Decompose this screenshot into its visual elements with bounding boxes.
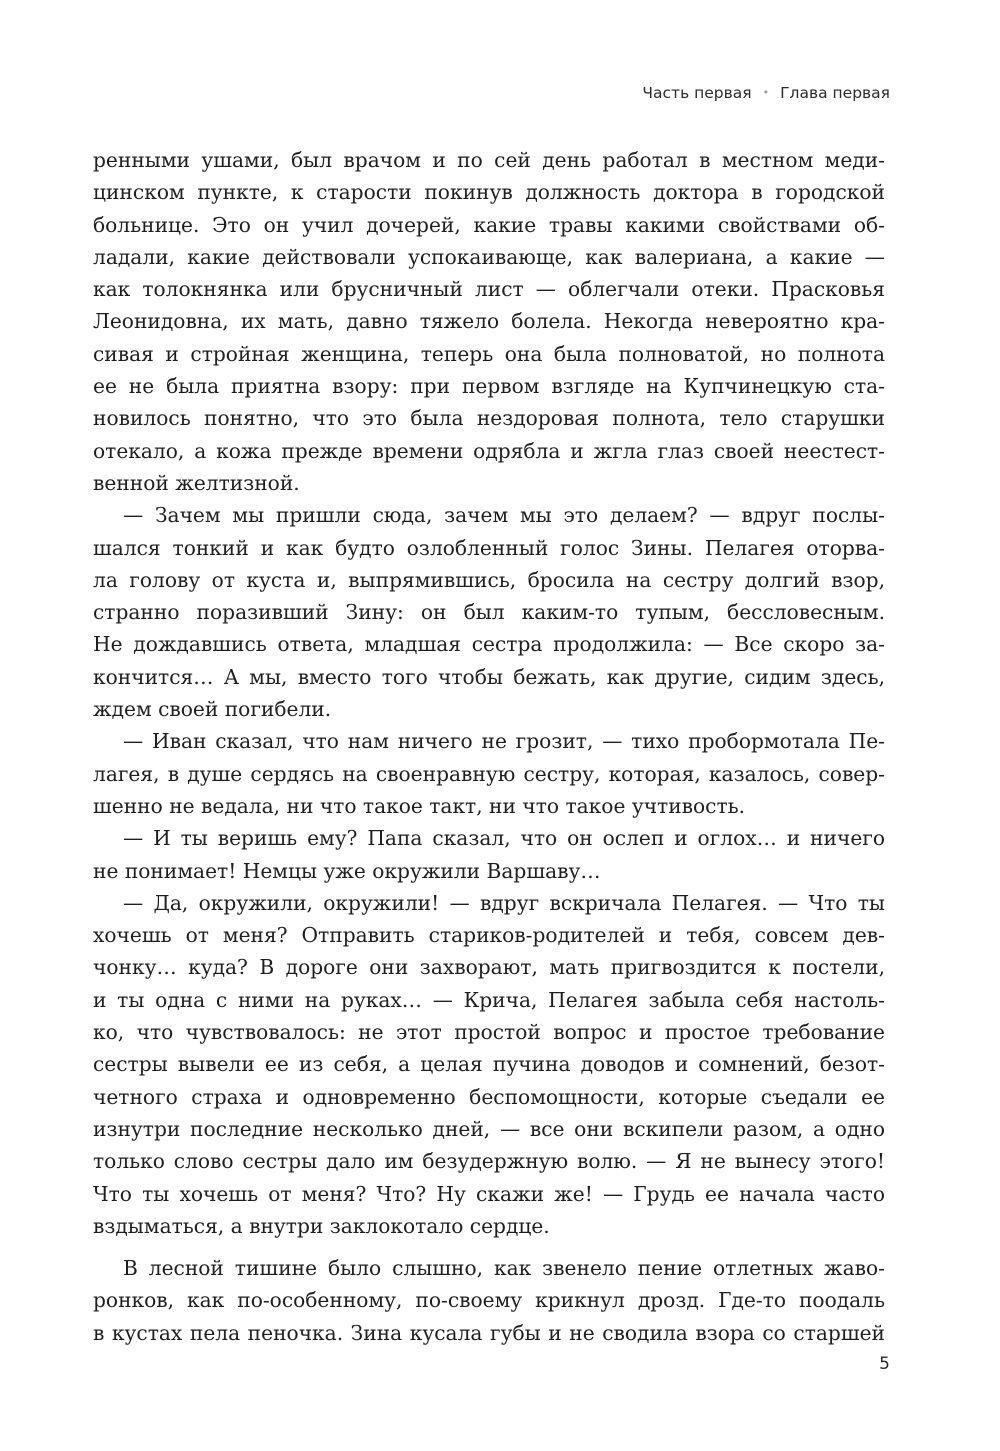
text-line: ко, что чувствовалось: не этот простой вопрос и простое требование: [93, 1020, 885, 1045]
running-head: [642, 84, 890, 102]
paragraph: [93, 887, 885, 1242]
text-line: Леонидовна, их мать, давно тяжело болела. Некогда невероятно кра-: [93, 309, 885, 334]
text-line: и ты одна с ними на руках… — Крича, Пелагея забыла себя настоль-: [93, 987, 885, 1012]
running-head-chapter: Глава первая: [780, 84, 890, 102]
paragraph: [93, 1252, 885, 1349]
text-line: Не дождавшись ответа, младшая сестра продолжила: — Все скоро за-: [93, 632, 885, 657]
text-line: чонку… куда? В дороге они захворают, мать пригвоздится к постели,: [93, 955, 885, 980]
text-line: — Зачем мы пришли сюда, зачем мы это делаем? — вдруг послы-: [123, 503, 885, 528]
text-line: ее не была приятна взору: при первом взгляде на Купчинецкую ста-: [93, 374, 885, 399]
running-head-separator: •: [762, 86, 770, 99]
text-line: шенно не ведала, ни что такое такт, ни что такое учтивость.: [93, 793, 746, 818]
text-line: венной желтизной.: [93, 470, 300, 495]
paragraph: [93, 822, 885, 887]
text-line: как толокнянка или брусничный лист — облегчали отеки. Прасковья: [93, 277, 885, 302]
text-line: сестры вывели ее из себя, а целая пучина доводов и сомнений, безот-: [93, 1052, 885, 1077]
page-number: 5: [879, 1354, 890, 1374]
text-line: только слово сестры дало им безудержную волю. — Я не вынесу этого!: [93, 1149, 885, 1174]
text-line: вздыматься, а внутри заклокотало сердце.: [93, 1213, 550, 1238]
text-line: хочешь от меня? Отправить стариков-родителей и тебя, совсем дев-: [93, 923, 885, 948]
text-line: странно поразивший Зину: он был каким-то тупым, бессловесным.: [93, 600, 885, 625]
text-line: цинском пункте, к старости покинув должность доктора в городской: [93, 180, 885, 205]
text-line: ждем своей погибели.: [93, 697, 332, 722]
text-line: в кустах пела пеночка. Зина кусала губы и не сводила взора со старшей: [93, 1320, 885, 1345]
paragraph-gap: [93, 1242, 885, 1252]
paragraph: [93, 499, 885, 725]
running-head-part: Часть первая: [642, 84, 752, 102]
paragraph: [93, 144, 885, 499]
text-line: — Да, окружили, окружили! — вдруг вскричала Пелагея. — Что ты: [123, 890, 885, 915]
text-line: не понимает! Немцы уже окружили Варшаву…: [93, 858, 601, 883]
text-line: новилось понятно, что это была нездоровая полнота, тело старушки: [93, 406, 885, 431]
paragraph: [93, 725, 885, 822]
text-line: отекало, а кожа прежде времени одрябла и жгла глаз своей неестест-: [93, 438, 885, 463]
text-line: больнице. Это он учил дочерей, какие травы какими свойствами об-: [93, 212, 885, 237]
text-line: шался тонкий и как будто озлобленный голос Зины. Пелагея оторва-: [93, 535, 885, 560]
text-line: В лесной тишине было слышно, как звенело пение отлетных жаво-: [123, 1256, 885, 1281]
body-text: [93, 144, 885, 1349]
text-line: — И ты веришь ему? Папа сказал, что он ослеп и оглох… и ничего: [123, 826, 885, 851]
text-line: ла голову от куста и, выпрямившись, бросила на сестру долгий взор,: [93, 567, 885, 592]
text-line: четного страха и одновременно беспомощности, которые съедали ее: [93, 1084, 885, 1109]
text-line: лагея, в душе сердясь на своенравную сестру, которая, казалось, совер-: [93, 761, 885, 786]
text-line: ронков, как по-особенному, по-своему крикнул дрозд. Где-то поодаль: [93, 1288, 885, 1313]
text-line: ренными ушами, был врачом и по сей день работал в местном меди-: [93, 148, 885, 172]
text-line: кончится… А мы, вместо того чтобы бежать, как другие, сидим здесь,: [93, 664, 885, 689]
text-line: ладали, какие действовали успокаивающе, как валериана, а какие —: [93, 244, 885, 269]
text-line: Что ты хочешь от меня? Что? Ну скажи же! — Грудь ее начала часто: [93, 1181, 885, 1206]
text-line: изнутри последние несколько дней, — все они вскипели разом, а одно: [93, 1116, 885, 1141]
text-line: — Иван сказал, что нам ничего не грозит, — тихо пробормотала Пе-: [123, 729, 885, 754]
text-line: сивая и стройная женщина, теперь она была полноватой, но полнота: [93, 341, 885, 366]
